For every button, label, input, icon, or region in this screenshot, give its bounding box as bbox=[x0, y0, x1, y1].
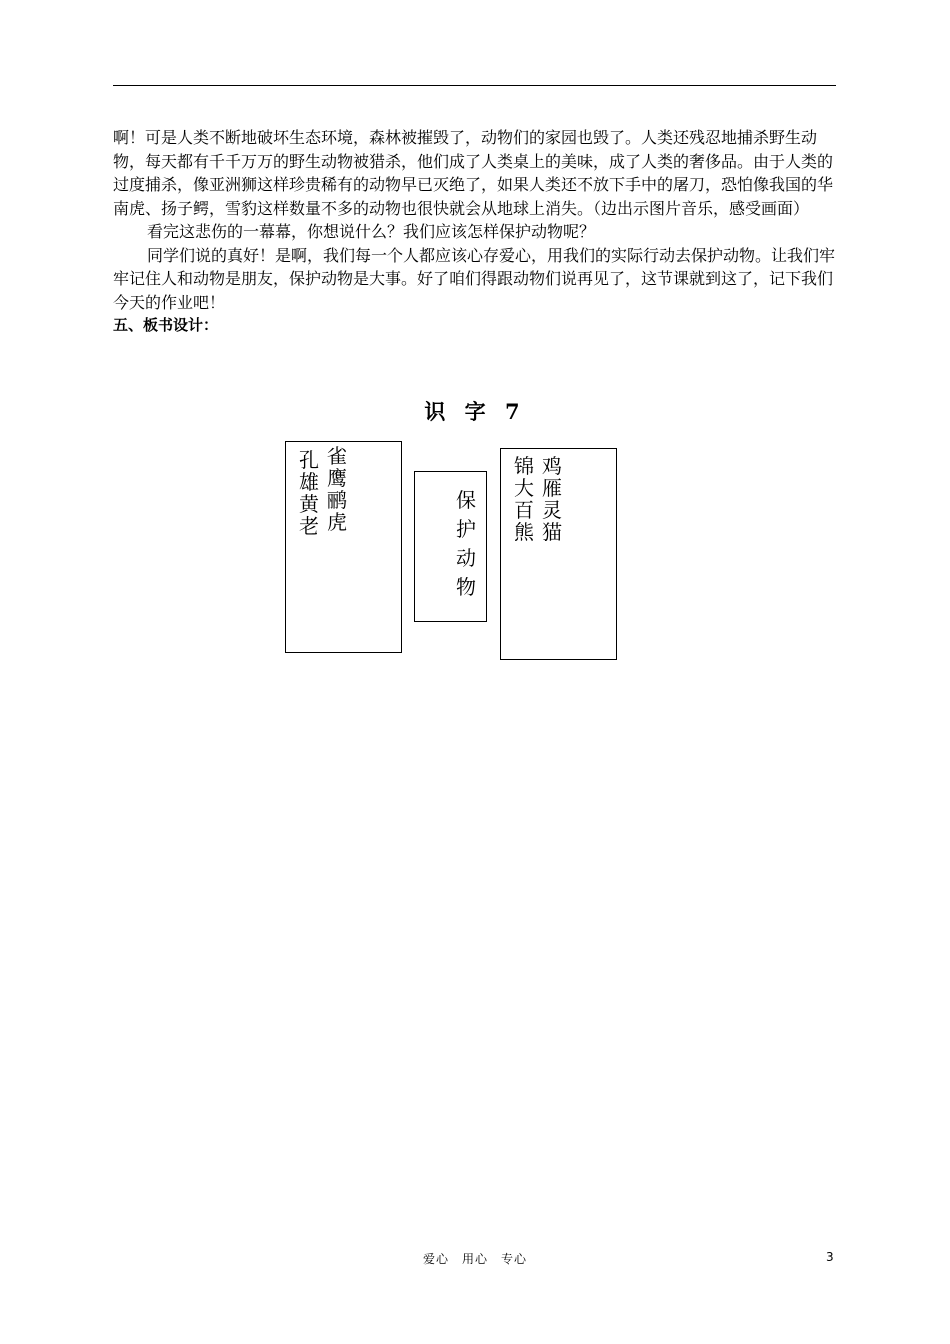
board-right-box bbox=[500, 448, 617, 660]
board-left-box bbox=[285, 441, 402, 653]
page-number: 3 bbox=[826, 1250, 834, 1264]
board-middle-box bbox=[414, 471, 487, 622]
section-heading: 五、板书设计： bbox=[113, 316, 219, 334]
paragraph-1: 啊！可是人类不断地破坏生态环境，森林被摧毁了，动物们的家园也毁了。人类还残忍地捕杀野生动物，每天都有千千万万的野生动物被猎杀，他们成了人类桌上的美味，成了人类的奢侈品。由于人类的过度捕杀，像亚洲狮这样珍贵稀有的动物早已灭绝了，如果人类还不放下手中的屠刀，恐怕像我国的华南虎、扬子鳄，雪豹这样数量不多的动物也很快就会从地球上消失。（边出示图片音乐，感受画面） bbox=[113, 128, 834, 218]
footer-motto: 爱心 用心 专心 bbox=[422, 1252, 527, 1266]
left-box-column-right: 雀鹰鹂虎 bbox=[327, 444, 347, 534]
right-box-column-right: 鸡雁灵猫 bbox=[542, 454, 562, 544]
paragraph-2: 看完这悲伤的一幕幕，你想说什么？我们应该怎样保护动物呢？ bbox=[147, 222, 596, 241]
middle-box-text: 保护动物 bbox=[456, 488, 476, 599]
paragraph-3: 同学们说的真好！是啊，我们每一个人都应该心存爱心，用我们的实际行动去保护动物。让我们牢牢记住人和动物是朋友，保护动物是大事。好了咱们得跟动物们说再见了，这节课就到这了，记下我们今天的作业吧！ bbox=[113, 245, 836, 312]
right-box-column-left: 锦大百熊 bbox=[514, 454, 534, 544]
document-body bbox=[113, 126, 843, 338]
left-box-column-left: 孔雄黄老 bbox=[299, 448, 319, 538]
board-title: 识 字 7 bbox=[424, 399, 526, 424]
header-rule bbox=[113, 85, 836, 86]
